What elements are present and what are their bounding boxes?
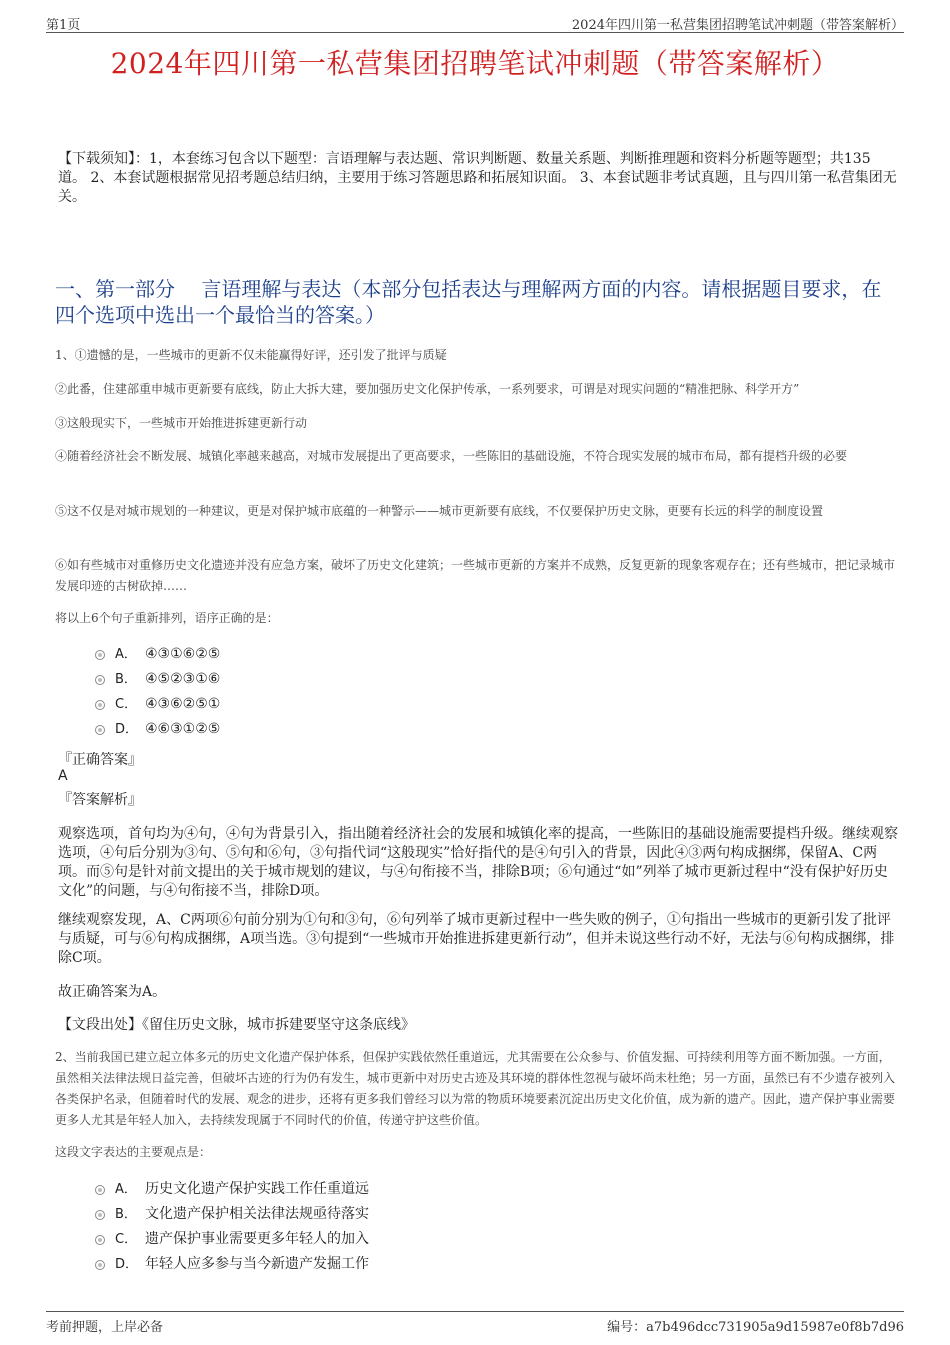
footer-doc-id: 编号：a7b496dcc731905a9d15987e0f8b7d96: [607, 1320, 904, 1335]
q1-analysis-conclusion: 故正确答案为A。: [58, 984, 167, 1000]
q1-sentence-1: 1、①遗憾的是，一些城市的更新不仅未能赢得好评，还引发了批评与质疑: [55, 348, 447, 362]
option-letter: B．: [115, 672, 137, 687]
option-letter: D．: [115, 1257, 139, 1272]
radio-icon[interactable]: [95, 675, 105, 685]
option-text: ④③①⑥②⑤: [145, 646, 221, 662]
q1-analysis-paragraph-1: 观察选项，首句均为④句，④句为背景引入，指出随着经济社会的发展和城镇化率的提高，一些陈旧的基础设施需要提档升级。继续观察选项，④句后分别为③句、⑤句和⑥句，③句指代词“这般现实”恰好指代的是④句引入的背景，因此④③两句构成捆绑，保留A、C两项。而⑤句是针对前文提出的关于城市规划的建议，与④句衔接不当，排除B项；⑥句通过“如”列举了城市更新过程中“没有保护好历史文化”的问题，与④句衔接不当，排除D项。: [58, 826, 898, 899]
q1-analysis-label: 『答案解析』: [58, 792, 142, 808]
page-footer: [46, 1311, 904, 1336]
q1-analysis-paragraph-2: 继续观察发现，A、C两项⑥句前分别为①句和③句，⑥句列举了城市更新过程中一些失败的例子，①句指出一些城市的更新引发了批评与质疑，可与⑥句构成捆绑，A项当选。③句提到“一些城市开始推进拆建更新行动”，但并未说这些行动不好，无法与⑥句构成捆绑，排除C项。: [58, 912, 895, 966]
radio-icon[interactable]: [95, 1260, 105, 1270]
q2-prompt: 这段文字表达的主要观点是：: [55, 1145, 212, 1159]
q1-sentence-5: ⑤这不仅是对城市规划的一种建议，更是对保护城市底蕴的一种警示——城市更新要有底线，不仅要保护历史文脉，更要有长远的科学的制度设置: [55, 504, 824, 518]
option-letter: A．: [115, 1182, 137, 1197]
q1-prompt: 将以上6个句子重新排列，语序正确的是：: [55, 611, 279, 625]
q1-sentence-3: ③这般现实下，一些城市开始推进拆建更新行动: [55, 416, 308, 430]
q1-source: 【文段出处】《留住历史文脉，城市拆建要坚守这条底线》: [58, 1017, 415, 1033]
radio-icon[interactable]: [95, 650, 105, 660]
q1-sentence-2: ②此番，住建部重申城市更新要有底线，防止大拆大建，要加强历史文化保护传承，一系列要求，可谓是对现实问题的“精准把脉、科学开方”: [55, 382, 800, 396]
option-letter: D．: [115, 722, 139, 737]
radio-icon[interactable]: [95, 1235, 105, 1245]
option-letter: B．: [115, 1207, 137, 1222]
option-text: 文化遗产保护相关法律法规亟待落实: [145, 1206, 369, 1222]
page-number: 第1页: [46, 18, 81, 33]
option-text: ④③⑥②⑤①: [145, 696, 221, 712]
option-letter: C．: [115, 697, 138, 712]
q1-sentence-4: ④随着经济社会不断发展、城镇化率越来越高，对城市发展提出了更高要求，一些陈旧的基础设施，不符合现实发展的城市布局，都有提档升级的必要: [55, 449, 848, 463]
option-letter: A．: [115, 647, 137, 662]
radio-icon[interactable]: [95, 1185, 105, 1195]
document-title: 2024年四川第一私营集团招聘笔试冲刺题（带答案解析）: [110, 47, 840, 80]
option-text: 历史文化遗产保护实践工作任重道远: [145, 1181, 369, 1197]
page-header: [46, 12, 904, 33]
q2-passage: 2、当前我国已建立起立体多元的历史文化遗产保护体系，但保护实践依然任重道远，尤其需要在公众参与、价值发掘、可持续利用等方面不断加强。一方面，虽然相关法律法规日益完善，但破坏古迹的行为仍有发生，城市更新中对历史古迹及其环境的群体性忽视与破坏尚未杜绝；另一方面，虽然已有不少遗存被列入各类保护名录，但随着时代的发展、观念的进步，还将有更多我们曾经习以为常的物质环境要素沉淀出历史文化价值，成为新的遗产。因此，遗产保护事业需要更多人尤其是年轻人加入，去持续发现属于不同时代的价值，传递守护这些价值。: [55, 1050, 896, 1127]
q1-answer-label: 『正确答案』: [58, 752, 142, 768]
section-heading: 一、第一部分 言语理解与表达（本部分包括表达与理解两方面的内容。请根据题目要求，在四个选项中选出一个最恰当的答案。）: [55, 277, 882, 327]
option-text: 遗产保护事业需要更多年轻人的加入: [145, 1231, 369, 1247]
option-text: ④⑤②③①⑥: [145, 671, 221, 687]
radio-icon[interactable]: [95, 725, 105, 735]
download-notice: 【下载须知】：1，本套练习包含以下题型：言语理解与表达题、常识判断题、数量关系题、判断推理题和资料分析题等题型；共135道。 2、本套试题根据常见招考题总结归纳，主要用于练习答题思路和拓展知识面。 3、本套试题非考试真题，且与四川第一私营集团无关。: [58, 151, 897, 205]
q1-sentence-6: ⑥如有些城市对重修历史文化遗迹并没有应急方案，破坏了历史文化建筑；一些城市更新的方案并不成熟，反复更新的现象客观存在；还有些城市，把记录城市发展印迹的古树砍掉……: [55, 558, 896, 593]
header-doc-title: 2024年四川第一私营集团招聘笔试冲刺题（带答案解析）: [571, 18, 904, 33]
radio-icon[interactable]: [95, 700, 105, 710]
option-letter: C．: [115, 1232, 138, 1247]
option-text: ④⑥③①②⑤: [145, 721, 221, 737]
q1-answer: A: [58, 768, 68, 784]
option-text: 年轻人应多参与当今新遗产发掘工作: [145, 1256, 369, 1272]
radio-icon[interactable]: [95, 1210, 105, 1220]
footer-slogan: 考前押题，上岸必备: [46, 1320, 164, 1335]
